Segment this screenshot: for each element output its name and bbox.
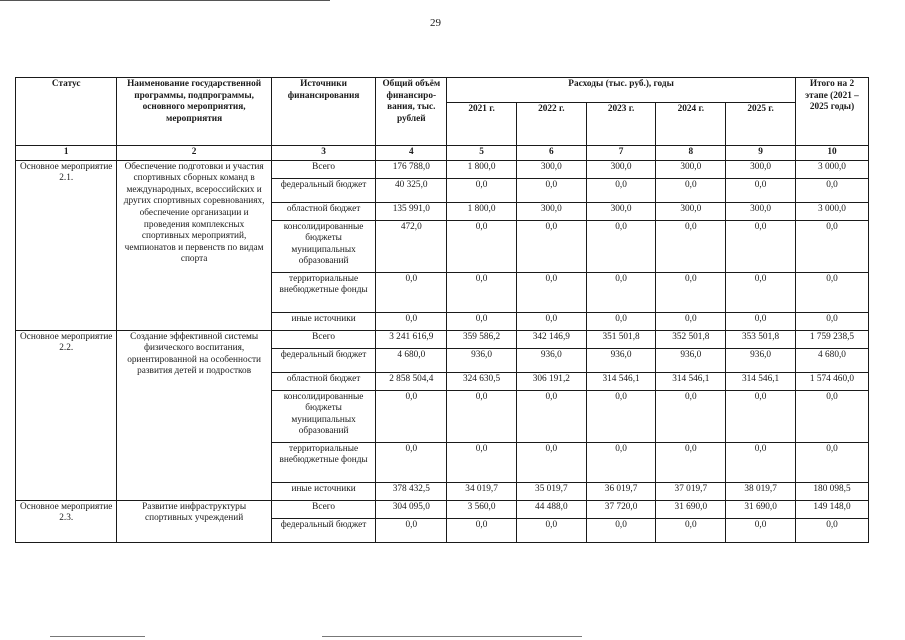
stage-total-cell: 1 574 460,0	[796, 372, 869, 390]
source-cell: федеральный бюджет	[271, 178, 376, 202]
header-expenses: Расходы (тыс. руб.), годы	[447, 78, 796, 103]
source-cell: федеральный бюджет	[271, 518, 376, 542]
year-value-cell: 0,0	[586, 390, 656, 442]
total-cell: 378 432,5	[376, 482, 447, 500]
year-value-cell: 1 800,0	[447, 202, 517, 220]
year-value-cell: 0,0	[516, 390, 586, 442]
year-value-cell: 353 501,8	[726, 330, 796, 348]
year-value-cell: 0,0	[656, 390, 726, 442]
year-value-cell: 0,0	[447, 518, 517, 542]
status-cell: Основное мероприятие 2.1.	[16, 160, 117, 330]
column-number: 7	[586, 146, 656, 161]
budget-table	[15, 77, 869, 543]
header-stage-total: Итого на 2 этапе (2021 – 2025 годы)	[796, 78, 869, 146]
measure-name-cell: Создание эффективной системы физического воспитания, ориентированной на особенности развития детей и подростков	[117, 330, 271, 500]
year-value-cell: 936,0	[516, 348, 586, 372]
stage-total-cell: 180 098,5	[796, 482, 869, 500]
stage-total-cell: 149 148,0	[796, 500, 869, 518]
source-cell: Всего	[271, 330, 376, 348]
year-value-cell: 351 501,8	[586, 330, 656, 348]
year-value-cell: 0,0	[656, 442, 726, 482]
column-number: 9	[726, 146, 796, 161]
source-cell: Всего	[271, 160, 376, 178]
source-cell: территориальные внебюджетные фонды	[271, 442, 376, 482]
total-cell: 40 325,0	[376, 178, 447, 202]
header-year: 2025 г.	[726, 103, 796, 146]
page-number: 29	[430, 17, 441, 29]
year-value-cell: 0,0	[586, 220, 656, 272]
stage-total-cell: 0,0	[796, 390, 869, 442]
year-value-cell: 0,0	[586, 312, 656, 330]
year-value-cell: 0,0	[726, 178, 796, 202]
source-cell: областной бюджет	[271, 372, 376, 390]
year-value-cell: 0,0	[447, 178, 517, 202]
year-value-cell: 0,0	[726, 220, 796, 272]
header-name: Наименование государственной программы, подпрограммы, основного мероприятия, мероприятия	[117, 78, 271, 146]
year-value-cell: 936,0	[586, 348, 656, 372]
year-value-cell: 0,0	[447, 272, 517, 312]
column-number: 10	[796, 146, 869, 161]
total-cell: 472,0	[376, 220, 447, 272]
source-cell: территориальные внебюджетные фонды	[271, 272, 376, 312]
year-value-cell: 300,0	[656, 160, 726, 178]
year-value-cell: 0,0	[516, 312, 586, 330]
year-value-cell: 300,0	[586, 160, 656, 178]
total-cell: 0,0	[376, 312, 447, 330]
year-value-cell: 3 560,0	[447, 500, 517, 518]
year-value-cell: 0,0	[586, 518, 656, 542]
column-number: 6	[516, 146, 586, 161]
total-cell: 2 858 504,4	[376, 372, 447, 390]
column-number: 2	[117, 146, 271, 161]
year-value-cell: 314 546,1	[656, 372, 726, 390]
year-value-cell: 38 019,7	[726, 482, 796, 500]
column-number: 1	[16, 146, 117, 161]
top-rule	[0, 0, 330, 1]
year-value-cell: 37 019,7	[656, 482, 726, 500]
year-value-cell: 324 630,5	[447, 372, 517, 390]
year-value-cell: 0,0	[586, 178, 656, 202]
year-value-cell: 0,0	[447, 390, 517, 442]
year-value-cell: 352 501,8	[656, 330, 726, 348]
year-value-cell: 300,0	[586, 202, 656, 220]
header-status: Статус	[16, 78, 117, 146]
year-value-cell: 300,0	[656, 202, 726, 220]
source-cell: областной бюджет	[271, 202, 376, 220]
year-value-cell: 359 586,2	[447, 330, 517, 348]
total-cell: 4 680,0	[376, 348, 447, 372]
year-value-cell: 300,0	[726, 160, 796, 178]
stage-total-cell: 0,0	[796, 178, 869, 202]
year-value-cell: 342 146,9	[516, 330, 586, 348]
year-value-cell: 31 690,0	[726, 500, 796, 518]
total-cell: 0,0	[376, 442, 447, 482]
year-value-cell: 936,0	[656, 348, 726, 372]
total-cell: 0,0	[376, 390, 447, 442]
header-sources: Источники финансирования	[271, 78, 376, 146]
year-value-cell: 0,0	[656, 312, 726, 330]
year-value-cell: 0,0	[656, 178, 726, 202]
table-row	[16, 330, 869, 348]
year-value-cell: 0,0	[516, 272, 586, 312]
column-number: 5	[447, 146, 517, 161]
year-value-cell: 936,0	[726, 348, 796, 372]
table-row	[16, 500, 869, 518]
source-cell: консолидированные бюджеты муниципальных образований	[271, 390, 376, 442]
source-cell: федеральный бюджет	[271, 348, 376, 372]
year-value-cell: 0,0	[586, 272, 656, 312]
year-value-cell: 0,0	[656, 272, 726, 312]
year-value-cell: 300,0	[516, 202, 586, 220]
stage-total-cell: 0,0	[796, 312, 869, 330]
year-value-cell: 0,0	[516, 178, 586, 202]
year-value-cell: 0,0	[726, 442, 796, 482]
stage-total-cell: 0,0	[796, 442, 869, 482]
year-value-cell: 0,0	[586, 442, 656, 482]
table-row	[16, 160, 869, 178]
source-cell: иные источники	[271, 482, 376, 500]
year-value-cell: 300,0	[726, 202, 796, 220]
source-cell: Всего	[271, 500, 376, 518]
year-value-cell: 0,0	[516, 518, 586, 542]
total-cell: 0,0	[376, 518, 447, 542]
year-value-cell: 314 546,1	[726, 372, 796, 390]
total-cell: 176 788,0	[376, 160, 447, 178]
year-value-cell: 0,0	[726, 272, 796, 312]
total-cell: 3 241 616,9	[376, 330, 447, 348]
stage-total-cell: 0,0	[796, 272, 869, 312]
header-total: Общий объём финансиро-вания, тыс. рублей	[376, 78, 447, 146]
year-value-cell: 1 800,0	[447, 160, 517, 178]
year-value-cell: 34 019,7	[447, 482, 517, 500]
total-cell: 135 991,0	[376, 202, 447, 220]
stage-total-cell: 4 680,0	[796, 348, 869, 372]
stage-total-cell: 3 000,0	[796, 202, 869, 220]
header-year: 2024 г.	[656, 103, 726, 146]
status-cell: Основное мероприятие 2.3.	[16, 500, 117, 542]
year-value-cell: 35 019,7	[516, 482, 586, 500]
year-value-cell: 0,0	[447, 312, 517, 330]
status-cell: Основное мероприятие 2.2.	[16, 330, 117, 500]
year-value-cell: 300,0	[516, 160, 586, 178]
column-number: 4	[376, 146, 447, 161]
stage-total-cell: 0,0	[796, 220, 869, 272]
measure-name-cell: Обеспечение подготовки и участия спортивных сборных команд в международных, всероссийских и других спортивных соревнованиях, обеспечение организации и проведения комплексных спортивных мероприятий, чемпионатов и первенств по видам спорта	[117, 160, 271, 330]
source-cell: консолидированные бюджеты муниципальных образований	[271, 220, 376, 272]
source-cell: иные источники	[271, 312, 376, 330]
header-year: 2023 г.	[586, 103, 656, 146]
year-value-cell: 44 488,0	[516, 500, 586, 518]
stage-total-cell: 0,0	[796, 518, 869, 542]
column-number: 8	[656, 146, 726, 161]
stage-total-cell: 3 000,0	[796, 160, 869, 178]
year-value-cell: 936,0	[447, 348, 517, 372]
column-number: 3	[271, 146, 376, 161]
total-cell: 304 095,0	[376, 500, 447, 518]
year-value-cell: 0,0	[656, 518, 726, 542]
year-value-cell: 306 191,2	[516, 372, 586, 390]
header-year: 2022 г.	[516, 103, 586, 146]
total-cell: 0,0	[376, 272, 447, 312]
year-value-cell: 0,0	[726, 312, 796, 330]
year-value-cell: 0,0	[726, 518, 796, 542]
year-value-cell: 0,0	[447, 442, 517, 482]
year-value-cell: 0,0	[447, 220, 517, 272]
footer-rule	[50, 636, 145, 637]
year-value-cell: 0,0	[516, 442, 586, 482]
year-value-cell: 37 720,0	[586, 500, 656, 518]
year-value-cell: 0,0	[516, 220, 586, 272]
year-value-cell: 0,0	[726, 390, 796, 442]
column-numbers-row	[16, 146, 869, 161]
year-value-cell: 0,0	[656, 220, 726, 272]
year-value-cell: 36 019,7	[586, 482, 656, 500]
stage-total-cell: 1 759 238,5	[796, 330, 869, 348]
footer-rule	[322, 636, 582, 637]
measure-name-cell: Развитие инфраструктуры спортивных учреждений	[117, 500, 271, 542]
year-value-cell: 31 690,0	[656, 500, 726, 518]
year-value-cell: 314 546,1	[586, 372, 656, 390]
header-year: 2021 г.	[447, 103, 517, 146]
